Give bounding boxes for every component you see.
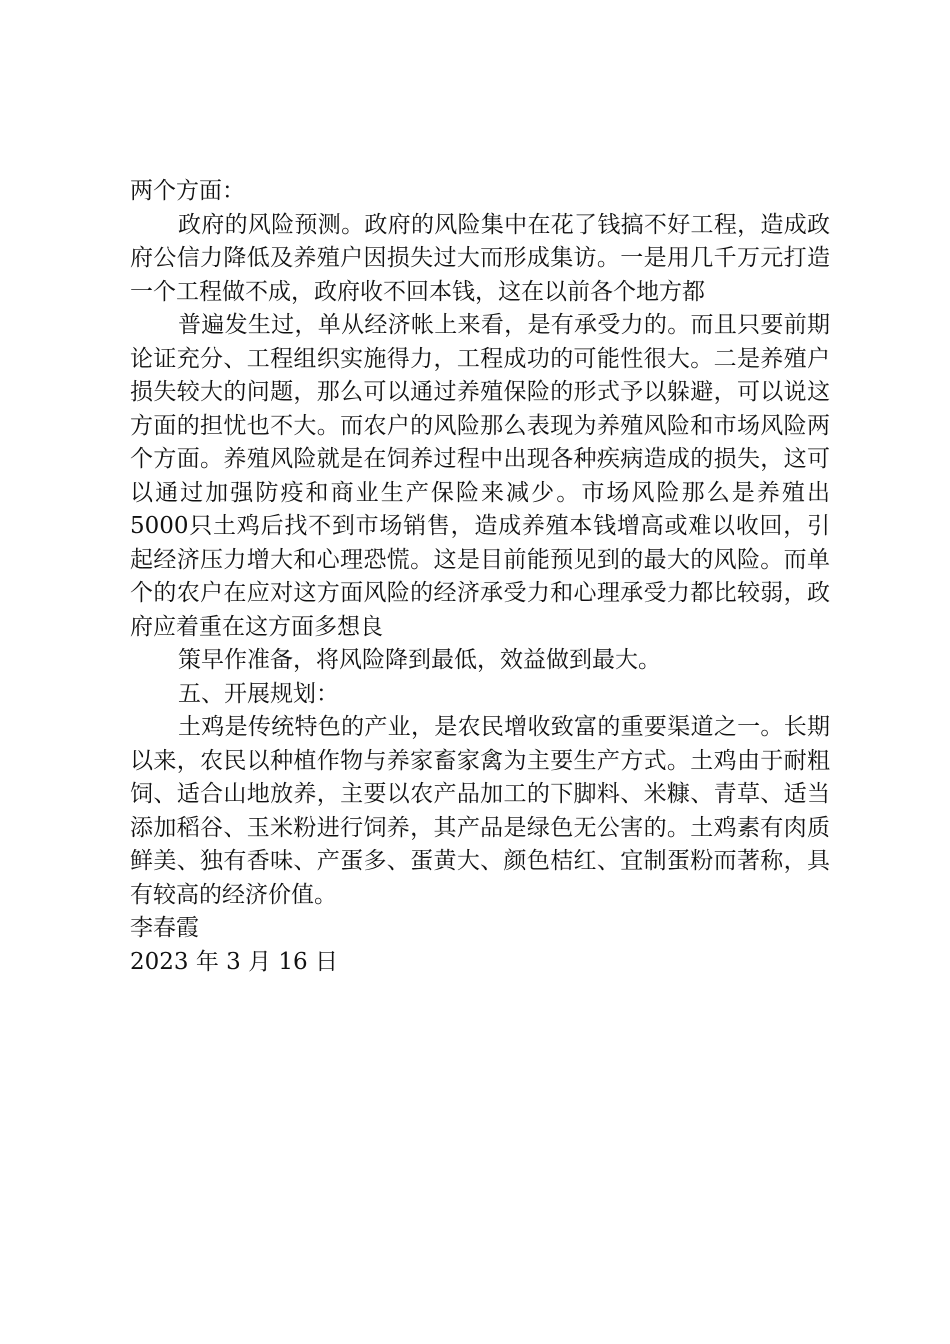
paragraph-government-risk: 政府的风险预测。政府的风险集中在花了钱搞不好工程，造成政府公信力降低及养殖户因损失过大而形成集访。一是用几千万元打造一个工程做不成，政府收不回本钱，这在以前各个地方都 — [130, 211, 830, 305]
paragraph-strategy: 策早作准备，将风险降到最低，效益做到最大。 — [178, 647, 661, 673]
paragraph-intro-continuation: 两个方面： — [130, 178, 245, 204]
paragraph-farmer-risk: 普遍发生过，单从经济帐上来看，是有承受力的。而且只要前期论证充分、工程组织实施得力，工程成功的可能性很大。二是养殖户损失较大的问题，那么可以通过养殖保险的形式予以躲避，可以说这方面的担忧也不大。而农户的风险那么表现为养殖风险和市场风险两个方面。养殖风险就是在饲养过程中出现各种疾病造成的损失，这可以通过加强防疫和商业生产保险来减少。市场风险那么是养殖出5000只土鸡后找不到市场销售，造成养殖本钱增高或难以收回，引起经济压力增大和心理恐慌。这是目前能预见到的最大的风险。而单个的农户在应对这方面风险的经济承受力和心理承受力都比较弱，政府应着重在这方面多想良 — [130, 312, 830, 640]
document-page — [130, 175, 830, 979]
paragraph-plan-body: 土鸡是传统特色的产业，是农民增收致富的重要渠道之一。长期以来，农民以种植作物与养家畜家禽为主要生产方式。土鸡由于耐粗饲、适合山地放养，主要以农产品加工的下脚料、米糠、青草、适当添加稻谷、玉米粉进行饲养，其产品是绿色无公害的。土鸡素有肉质鲜美、独有香味、产蛋多、蛋黄大、颜色桔红、宜制蛋粉而著称，具有较高的经济价值。 — [130, 714, 830, 908]
signature-author: 李春霞 — [130, 915, 199, 941]
signature-date: 2023 年 3 月 16 日 — [130, 948, 338, 975]
section-heading: 五、开展规划： — [178, 680, 339, 707]
